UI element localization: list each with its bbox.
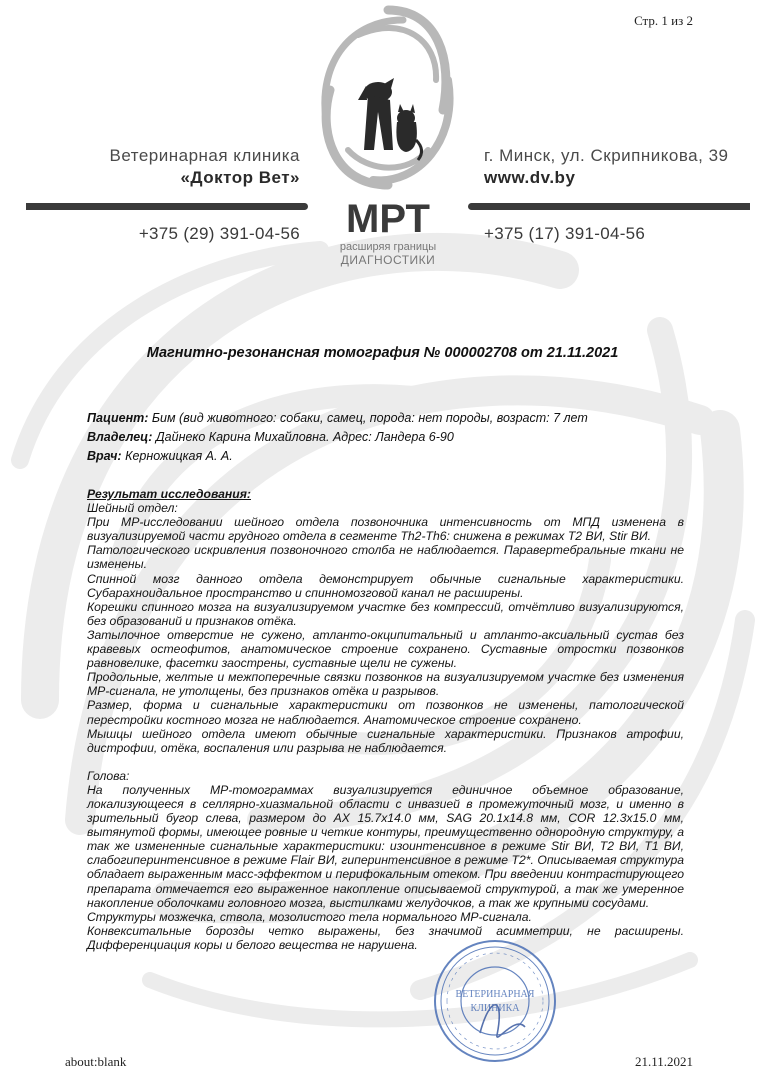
patient-value: Бим (вид животного: собаки, самец, порода: нет породы, возраст: 7 лет [151,411,588,425]
owner-value: Дайнеко Карина Михайловна. Адрес: Ландера 6-90 [155,430,454,444]
clinic-type: Ветеринарная клиника [109,146,300,165]
clinic-stamp [425,935,565,1065]
logo-sub1-text: расширяя границы [339,241,437,253]
head-heading: Голова: [87,768,130,783]
document-title: Магнитно-резонансная томография № 000002708 от 21.11.2021 [146,345,619,361]
mrt-logo [318,0,458,270]
cervical-paragraph: Затылочное отверстие не сужено, атланто-окципитальный и атланто-аксиальный сустав без кравевых остеофитов, анатомическое строение сохранено. Суставные отростки позвонков равновелике, фасетки заострены, суставные щели не сужены. [87,627,684,671]
footer-url: about:blank [65,1054,127,1069]
cervical-paragraph: Спинной мозг данного отдела демонстрирует обычные сигнальные характеристики. Субарахноидальное пространство и спинномозговой канал не расширены. [87,571,684,600]
cervical-heading: Шейный отдел: [87,501,178,516]
doctor-row [87,447,687,466]
cervical-paragraph: Мышцы шейного отдела имеют обычные сигнальные характеристики. Признаков атрофии, дистрофии, отёка, воспаления или разрыва не наблюдается. [87,726,684,755]
clinic-address: г. Минск, ул. Скрипникова, 39 [484,146,729,165]
cervical-paragraph: Размер, форма и сигнальные характеристики от позвонков не изменены, патологической перестройки костного мозга не наблюдается. Анатомическое строение сохранено. [87,698,684,727]
dog-cat-silhouette-icon [358,78,422,160]
cervical-paragraph: При МР-исследовании шейного отдела позвоночника интенсивность от МПД изменена в визуализируемой части грудного отдела в сегменте Th2-Th6: снижена в режимах Т2 ВИ, Stir ВИ. [87,515,684,544]
phone-left: +375 (29) 391-04-56 [138,224,300,243]
result-title: Результат исследования: [87,487,251,501]
clinic-name: «Доктор Вет» [180,168,300,187]
header-divider-left [26,203,308,210]
section-spacer [87,755,684,769]
footer-date: 21.11.2021 [634,1054,693,1069]
phone-right: +375 (17) 391-04-56 [484,224,646,243]
header-divider-right [468,203,750,210]
owner-row [87,428,687,447]
head-paragraph: Структуры мозжечка, ствола, мозолистого тела нормального МР-сигнала. [87,909,532,924]
page-number: Стр. 1 из 2 [634,13,693,28]
patient-info [87,409,687,466]
logo-main-text: МРТ [346,197,430,241]
stamp-line1: ВЕТЕРИНАРНАЯ [455,989,535,1000]
logo-sub2-text: ДИАГНОСТИКИ [340,253,436,267]
clinic-website: www.dv.by [484,168,576,187]
result-body [87,487,684,952]
cervical-paragraph: Корешки спинного мозга на визуализируемом участке без компрессий, отчётливо визуализируются, без образований и признаков отёка. [87,599,684,628]
cervical-paragraph: Продольные, желтые и межпоперечные связки позвонков на визуализируемом участке без изменения МР-сигнала, не утолщены, без признаков отёка и разрывов. [87,670,684,699]
head-paragraph: На полученных МР-томограммах визуализируется единичное объемное образование, локализующееся в селлярно-хиазмальной области с инвазией в промежуточный мозг, и именно в зрительный бугор слева, размером до AX 15.7x14.0 мм, SAG 20.1x14.8 мм, COR 12.3x15.0 мм, вытянутой формы, имеющее ровные и четкие контуры, преимущественно однородную структуру, а так же измененные сигнальные характеристики: изоинтенсивное в режиме Stir ВИ, Т2 ВИ, Т1 ВИ, слабогиперинтенсивное в режиме Flair ВИ, гиперинтенсивное в режиме Т2*. Описываемая структура обладает выраженным масс-эффектом и перифокальным отеком. При введении контрастирующего препарата отмечается его выраженное накопление описываемой структурой, а так же умеренное накопление оболочками головного мозга, выстилками желудочков, а так же крупными сосудами. [87,782,684,910]
stamp-line2: КЛИНИКА [470,1003,520,1014]
patient-label: Пациент: [87,411,149,425]
owner-label: Владелец: [87,430,153,444]
doctor-label: Врач: [87,449,122,463]
head-paragraph: Конвекситальные борозды четко выражены, без значимой асимметрии, не расширены. Дифференциация коры и белого вещества не нарушена. [87,923,684,952]
cervical-paragraph: Патологического искривления позвоночного столба не наблюдается. Паравертебральные ткани не изменены. [87,543,684,572]
doctor-value: Керножицкая А. А. [125,449,233,463]
patient-row [87,409,687,428]
